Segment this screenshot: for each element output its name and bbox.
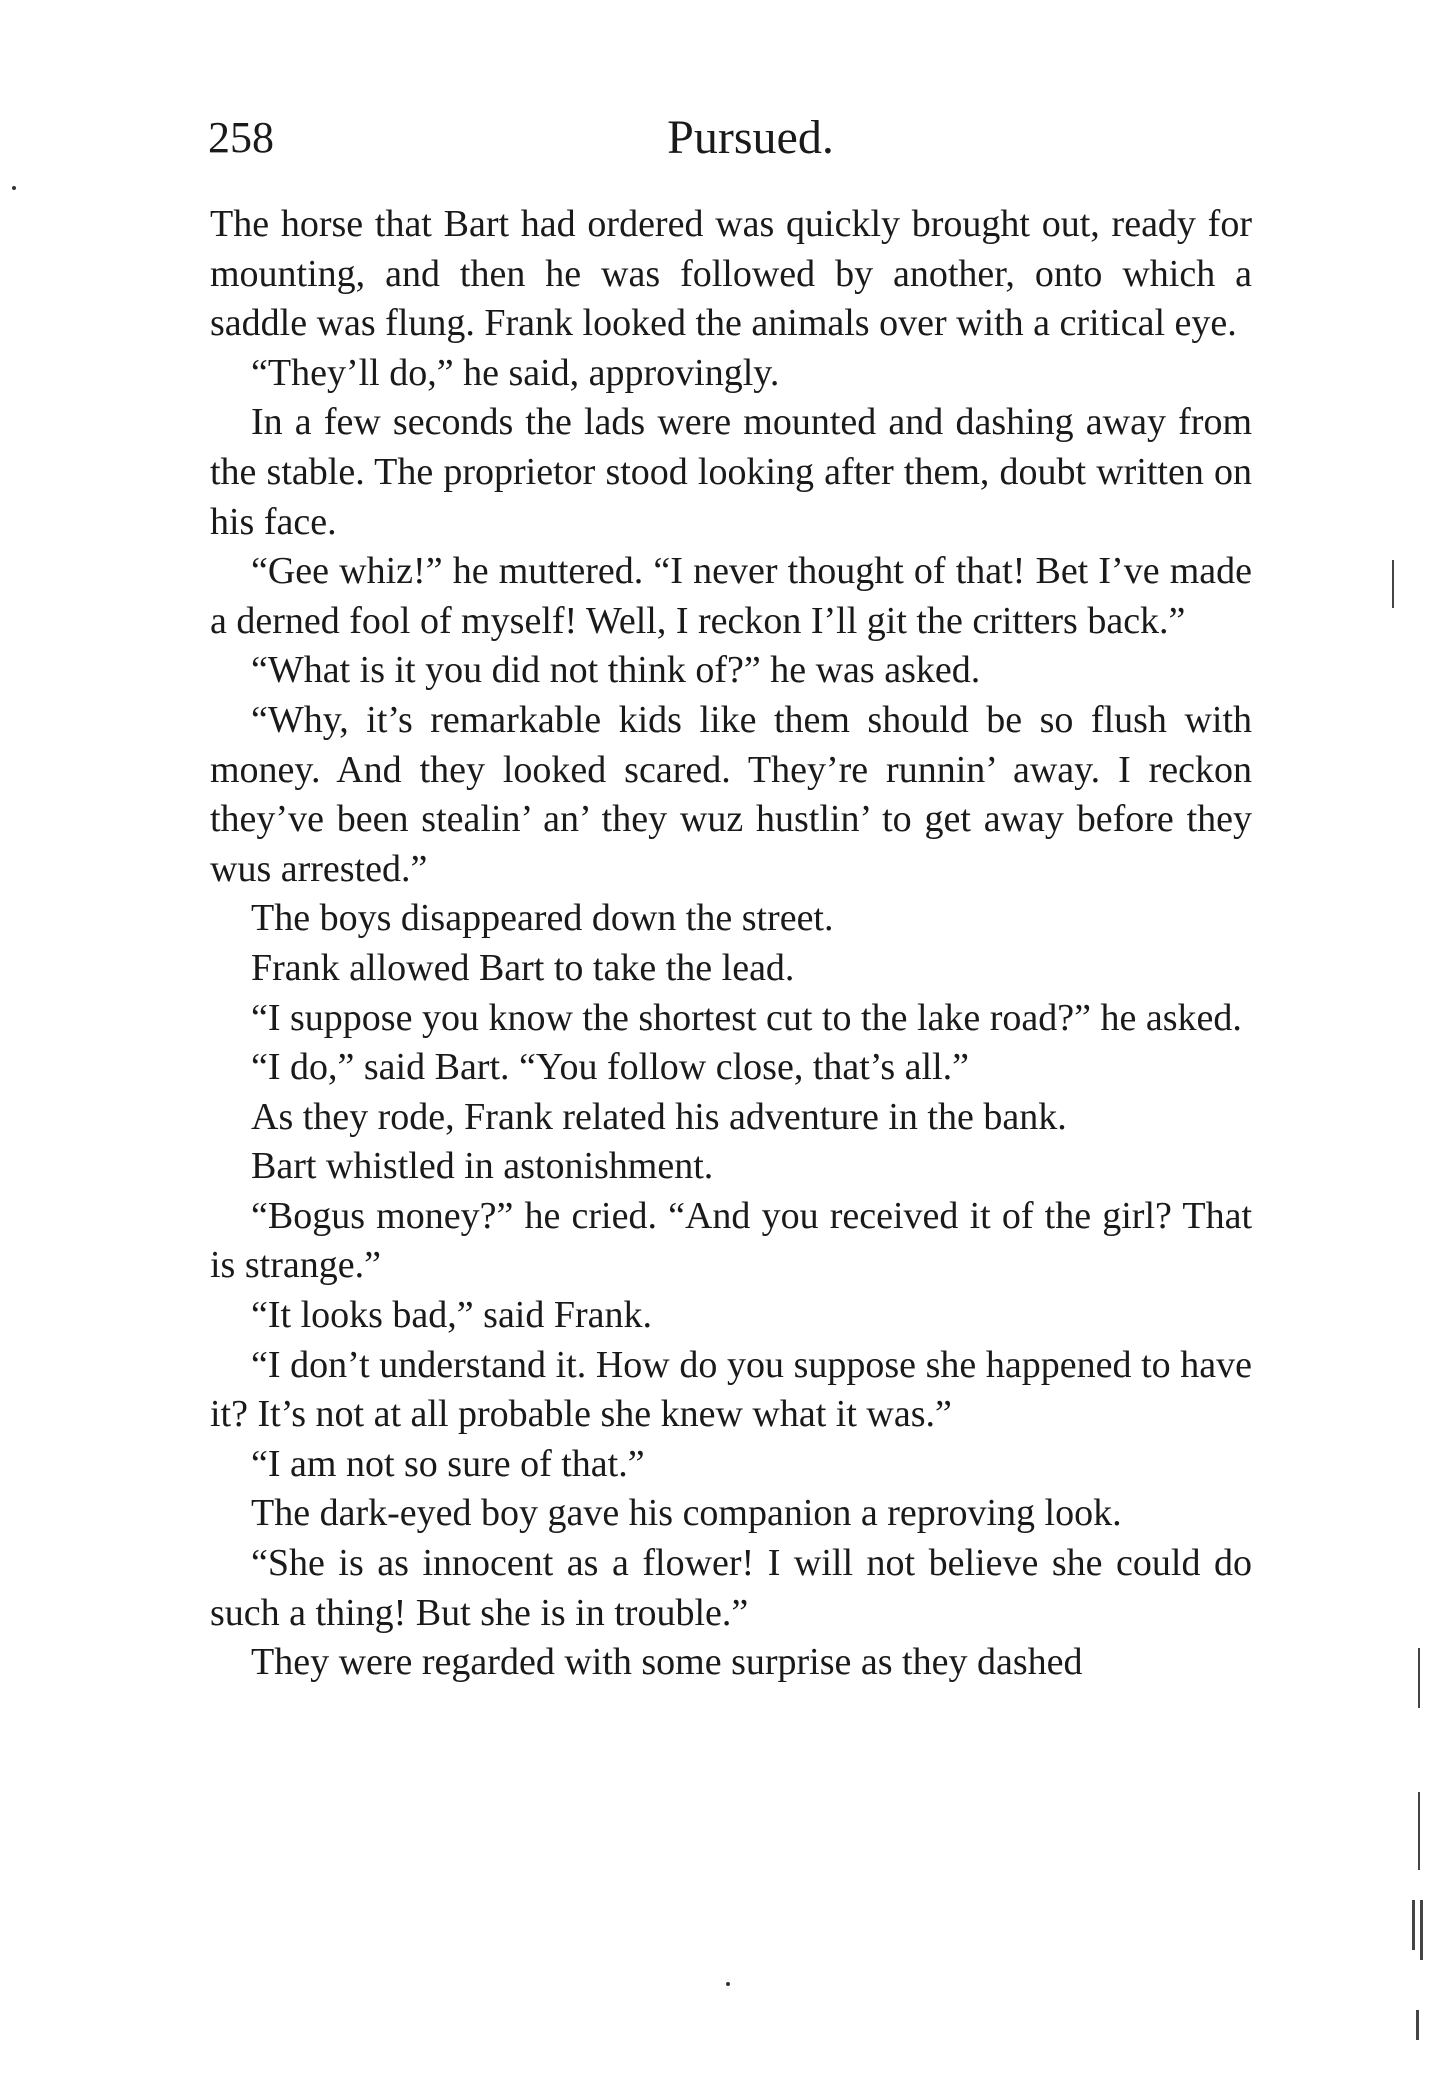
- running-title: Pursued.: [667, 111, 834, 164]
- scan-margin-mark: [1416, 2010, 1419, 2040]
- paragraph: “Why, it’s remarkable kids like them should be so flush with money. And they looked scared. They’re runnin’ away. I reckon they’ve been stealin’ an’ they wuz hustlin’ to get away before they wus arrested.”: [210, 698, 1252, 890]
- scan-margin-mark: [1418, 1648, 1420, 1708]
- paragraph: “She is as innocent as a flower! I will not believe she could do such a thing! But she is in trouble.”: [210, 1542, 1252, 1634]
- paragraph: “Gee whiz!” he muttered. “I never thought of that! Bet I’ve made a derned fool of myself! Well, I reckon I’ll git the critters back.”: [210, 550, 1252, 642]
- paragraph: “I suppose you know the shortest cut to the lake road?” he asked.: [251, 996, 1242, 1039]
- paragraph: “I am not so sure of that.”: [251, 1442, 645, 1485]
- paragraph: “I do,” said Bart. “You follow close, that’s all.”: [251, 1046, 969, 1089]
- paragraph: As they rode, Frank related his adventure in the bank.: [251, 1095, 1067, 1138]
- paragraph: “They’ll do,” he said, approvingly.: [251, 351, 780, 394]
- paragraph: Bart whistled in astonishment.: [251, 1145, 714, 1188]
- paragraph: “Bogus money?” he cried. “And you received it of the girl? That is strange.”: [210, 1194, 1252, 1287]
- body-text: [210, 200, 1252, 1688]
- scan-margin-mark: [1420, 1900, 1423, 1960]
- scan-margin-mark: [1392, 560, 1394, 608]
- paragraph: The horse that Bart had ordered was quickly brought out, ready for mounting, and then he was followed by another, onto which a saddle was flung. Frank looked the animals over with a critical eye.: [210, 203, 1252, 345]
- scan-margin-mark: [1412, 1900, 1415, 1950]
- page-number: 258: [208, 113, 274, 162]
- page-header: [208, 108, 1253, 178]
- paragraph: “I don’t understand it. How do you suppose she happened to have it? It’s not at all probable she knew what it was.”: [210, 1343, 1252, 1436]
- paragraph: In a few seconds the lads were mounted and dashing away from the stable. The proprietor stood looking after them, doubt written on his face.: [210, 401, 1252, 543]
- paragraph: “What is it you did not think of?” he was asked.: [251, 649, 981, 692]
- paragraph: They were regarded with some surprise as they dashed: [251, 1641, 1083, 1684]
- paragraph: Frank allowed Bart to take the lead.: [251, 946, 795, 989]
- paragraph: The boys disappeared down the street.: [251, 897, 834, 940]
- scan-speck: [12, 186, 16, 190]
- scan-speck: [726, 1982, 730, 1986]
- paragraph: The dark-eyed boy gave his companion a reproving look.: [251, 1492, 1122, 1535]
- scan-margin-mark: [1418, 1792, 1420, 1870]
- paragraph: “It looks bad,” said Frank.: [251, 1294, 653, 1337]
